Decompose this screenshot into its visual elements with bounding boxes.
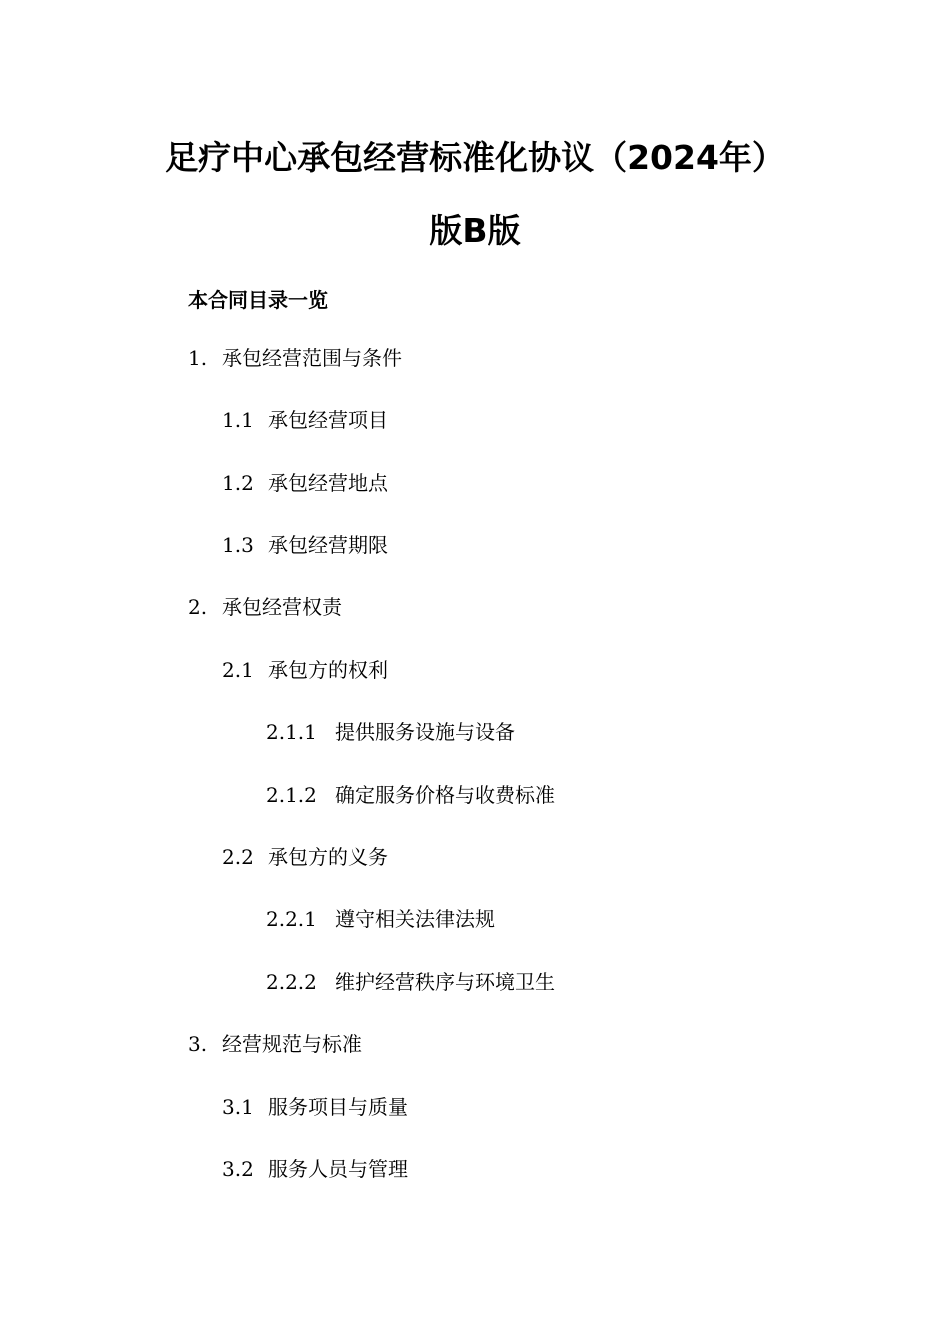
toc-item bbox=[222, 1156, 408, 1182]
toc-heading: 本合同目录一览 bbox=[188, 288, 328, 312]
toc-item-number: 2. bbox=[188, 595, 208, 619]
toc-item-number: 3.2 bbox=[222, 1157, 254, 1181]
toc-item-number: 1. bbox=[188, 346, 208, 370]
toc-item-text: 提供服务设施与设备 bbox=[335, 720, 515, 744]
toc-item-number: 1.1 bbox=[222, 408, 254, 432]
toc-item-number: 2.1 bbox=[222, 658, 254, 682]
toc-item-text: 服务人员与管理 bbox=[268, 1157, 408, 1181]
toc-item-number: 3. bbox=[188, 1032, 208, 1056]
toc-item-number: 3.1 bbox=[222, 1095, 254, 1119]
toc-item-text: 遵守相关法律法规 bbox=[335, 907, 495, 931]
toc-item-number: 2.1.1 bbox=[266, 720, 317, 744]
toc-item-text: 确定服务价格与收费标准 bbox=[335, 783, 555, 807]
toc-item-number: 2.2 bbox=[222, 845, 254, 869]
toc-item bbox=[188, 594, 342, 620]
toc-item-text: 承包方的义务 bbox=[268, 845, 388, 869]
document-subtitle: 版B版 bbox=[429, 211, 521, 250]
toc-item-text: 经营规范与标准 bbox=[222, 1032, 362, 1056]
toc-item-number: 1.2 bbox=[222, 471, 254, 495]
toc-item bbox=[222, 657, 388, 683]
toc-item bbox=[266, 782, 555, 808]
toc-item-text: 承包经营期限 bbox=[268, 533, 388, 557]
toc-item-text: 承包经营范围与条件 bbox=[222, 346, 402, 370]
toc-item bbox=[222, 844, 388, 870]
toc-item-text: 承包经营权责 bbox=[222, 595, 342, 619]
toc-item-text: 承包方的权利 bbox=[268, 658, 388, 682]
toc-item-text: 承包经营地点 bbox=[268, 471, 388, 495]
toc-item bbox=[266, 969, 555, 995]
toc-item bbox=[222, 532, 388, 558]
toc-item-number: 1.3 bbox=[222, 533, 254, 557]
toc-item-text: 服务项目与质量 bbox=[268, 1095, 408, 1119]
toc-item bbox=[266, 719, 515, 745]
toc-item-number: 2.1.2 bbox=[266, 783, 317, 807]
toc-item bbox=[266, 906, 495, 932]
toc-item bbox=[188, 345, 402, 371]
toc-item-number: 2.2.1 bbox=[266, 907, 317, 931]
toc-item-text: 维护经营秩序与环境卫生 bbox=[335, 970, 555, 994]
document-title: 足疗中心承包经营标准化协议（2024年） bbox=[165, 138, 785, 177]
toc-item bbox=[188, 1031, 362, 1057]
toc-item-number: 2.2.2 bbox=[266, 970, 317, 994]
toc-item bbox=[222, 1094, 408, 1120]
toc-item bbox=[222, 407, 388, 433]
toc-item-text: 承包经营项目 bbox=[268, 408, 388, 432]
toc-item bbox=[222, 470, 388, 496]
